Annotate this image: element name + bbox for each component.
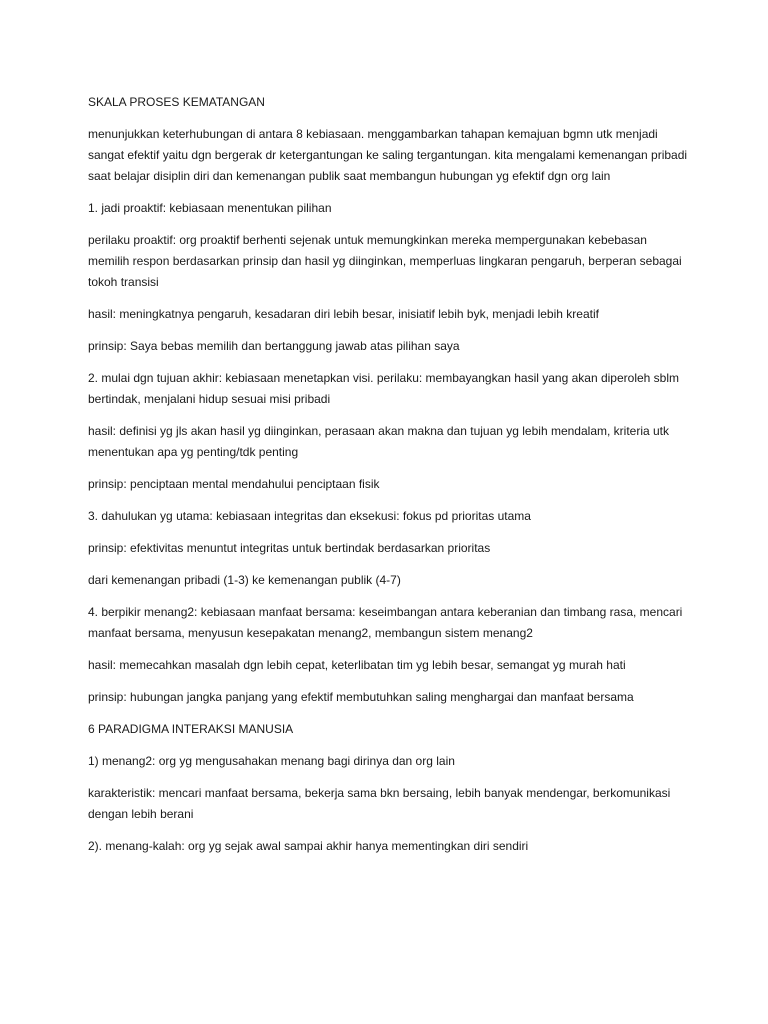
paragraph: prinsip: hubungan jangka panjang yang efektif membutuhkan saling menghargai dan manfaat bersama (88, 690, 634, 704)
paragraph: 2. mulai dgn tujuan akhir: kebiasaan menetapkan visi. perilaku: membayangkan hasil yang akan diperoleh sblm bertindak, menjalani hidup sesuai misi pribadi (88, 371, 680, 406)
paragraph: 2). menang-kalah: org yg sejak awal sampai akhir hanya mementingkan diri sendiri (88, 839, 529, 853)
paragraph: 3. dahulukan yg utama: kebiasaan integritas dan eksekusi: fokus pd prioritas utama (88, 509, 531, 523)
paragraph: prinsip: penciptaan mental mendahului penciptaan fisik (88, 477, 380, 491)
document-page (88, 92, 688, 868)
paragraph: hasil: memecahkan masalah dgn lebih cepat, keterlibatan tim yg lebih besar, semangat yg murah hati (88, 658, 626, 672)
paragraph: 1. jadi proaktif: kebiasaan menentukan pilihan (88, 201, 332, 215)
paragraph: 1) menang2: org yg mengusahakan menang bagi dirinya dan org lain (88, 754, 455, 768)
paragraph: menunjukkan keterhubungan di antara 8 kebiasaan. menggambarkan tahapan kemajuan bgmn utk menjadi sangat efektif yaitu dgn bergerak dr ketergantungan ke saling tergantungan. kita mengalami kemenangan pribadi saat belajar disiplin diri dan kemenangan publik saat membangun hubungan yg efektif dgn org lain (88, 127, 688, 183)
paragraph: hasil: meningkatnya pengaruh, kesadaran diri lebih besar, inisiatif lebih byk, menjadi lebih kreatif (88, 307, 599, 321)
paragraph: karakteristik: mencari manfaat bersama, bekerja sama bkn bersaing, lebih banyak mendengar, berkomunikasi dengan lebih berani (88, 786, 671, 821)
document-title: SKALA PROSES KEMATANGAN (88, 95, 265, 109)
section-title: 6 PARADIGMA INTERAKSI MANUSIA (88, 722, 294, 736)
paragraph: dari kemenangan pribadi (1-3) ke kemenangan publik (4-7) (88, 573, 401, 587)
paragraph: prinsip: Saya bebas memilih dan bertanggung jawab atas pilihan saya (88, 339, 460, 353)
paragraph: hasil: definisi yg jls akan hasil yg diinginkan, perasaan akan makna dan tujuan yg lebih mendalam, kriteria utk menentukan apa yg penting/tdk penting (88, 424, 669, 459)
paragraph: perilaku proaktif: org proaktif berhenti sejenak untuk memungkinkan mereka mempergunakan kebebasan memilih respon berdasarkan prinsip dan hasil yg diinginkan, memperluas lingkaran pengaruh, berperan sebagai tokoh transisi (88, 233, 682, 289)
paragraph: prinsip: efektivitas menuntut integritas untuk bertindak berdasarkan prioritas (88, 541, 491, 555)
paragraph: 4. berpikir menang2: kebiasaan manfaat bersama: keseimbangan antara keberanian dan timbang rasa, mencari manfaat bersama, menyusun kesepakatan menang2, membangun sistem menang2 (88, 605, 683, 640)
